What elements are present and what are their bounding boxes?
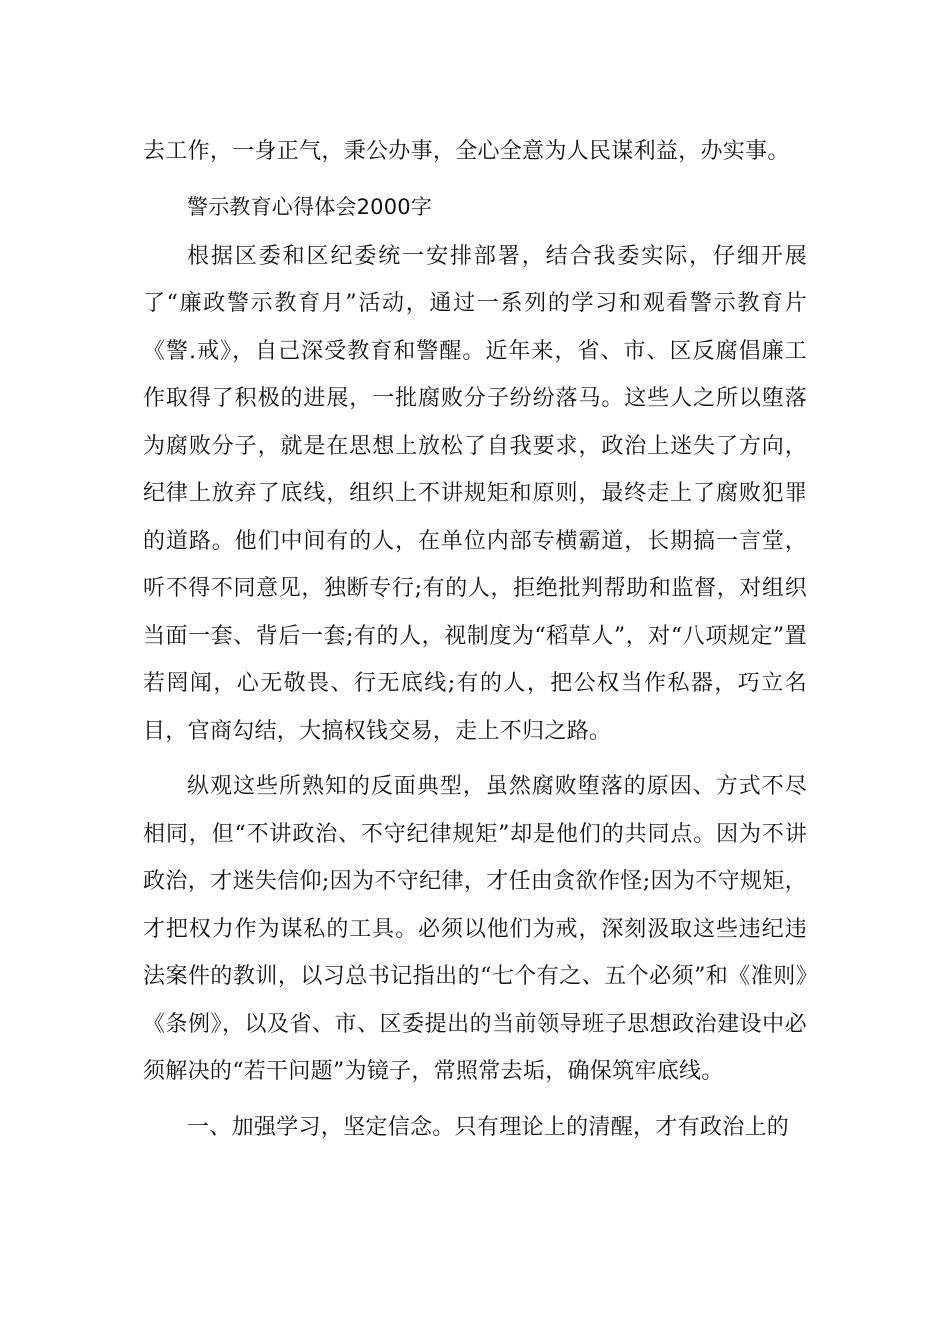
- paragraph-analysis: 纵观这些所熟知的反面典型，虽然腐败堕落的原因、方式不尽相同，但“不讲政治、不守纪律规矩”却是他们的共同点。因为不讲政治，才迷失信仰;因为不守纪律，才任由贪欲作怪;因为不守规矩，才把权力作为谋私的工具。必须以他们为戒，深刻汲取这些违纪违法案件的教训，以习总书记指出的“七个有之、五个必须”和《准则》《条例》，以及省、市、区委提出的当前领导班子思想政治建设中必须解决的“若干问题”为镜子，常照常去垢，确保筑牢底线。: [143, 774, 807, 1084]
- paragraph-gap: [143, 755, 807, 763]
- paragraph-intro: 根据区委和区纪委统一安排部署，结合我委实际，仔细开展了“廉政警示教育月”活动，通过一系列的学习和观看警示教育片《警.戒》，自己深受教育和警醒。近年来，省、市、区反腐倡廉工作取得了积极的进展，一批腐败分子纷纷落马。这些人之所以堕落为腐败分子，就是在思想上放松了自我要求，政治上迷失了方向，纪律上放弃了底线，组织上不讲规矩和原则，最终走上了腐败犯罪的道路。他们中间有的人，在单位内部专横霸道，长期搞一言堂，听不得不同意见，独断专行;有的人，拒绝批判帮助和监督，对组织当面一套、背后一套;有的人，视制度为“稻草人”，对“八项规定”置若罔闻，心无敬畏、行无底线;有的人，把公权当作私器，巧立名目，官商勾结，大搞权钱交易，走上不归之路。: [143, 243, 807, 744]
- paragraph-gap: [143, 1096, 807, 1104]
- paragraph-point-one: 一、加强学习，坚定信念。只有理论上的清醒，才有政治上的: [187, 1114, 790, 1140]
- section-heading: 警示教育心得体会2000字: [187, 194, 433, 219]
- paragraph-continuation: 去工作，一身正气，秉公办事，全心全意为人民谋利益，办实事。: [143, 139, 790, 164]
- document-body: [143, 128, 807, 1151]
